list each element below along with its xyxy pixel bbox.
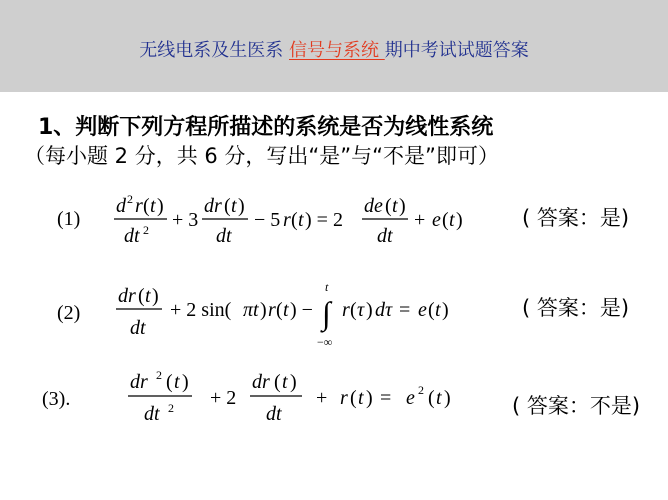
svg-text:t: t <box>231 195 237 217</box>
svg-text:dt: dt <box>130 317 146 339</box>
svg-text:): ) <box>366 387 373 409</box>
svg-text:+: + <box>316 387 328 409</box>
svg-text:(: ( <box>143 195 150 217</box>
svg-text:dr: dr <box>204 195 222 217</box>
item-3-label: (3). <box>42 388 71 410</box>
svg-text:): ) <box>366 299 373 321</box>
svg-text:∫: ∫ <box>322 295 331 331</box>
svg-text:): ) <box>260 299 267 321</box>
svg-text:=: = <box>399 299 411 321</box>
svg-text:2: 2 <box>143 223 149 237</box>
svg-text:(: ( <box>350 299 357 321</box>
svg-text:r: r <box>342 299 350 321</box>
equation-1 <box>110 190 470 250</box>
header-bar <box>0 0 668 92</box>
svg-text:t: t <box>298 209 304 231</box>
svg-text:=: = <box>380 387 392 409</box>
svg-text:τ: τ <box>357 299 365 321</box>
question-title: 1、判断下列方程所描述的系统是否为线性系统 <box>38 115 494 140</box>
page-title <box>0 36 668 62</box>
svg-text:(: ( <box>274 371 281 393</box>
svg-text:d: d <box>116 195 126 217</box>
item-1-label: (1) <box>57 208 81 230</box>
svg-text:): ) <box>152 285 159 307</box>
svg-text:dr: dr <box>118 285 136 307</box>
svg-text:(: ( <box>428 387 435 409</box>
svg-text:+ 2: + 2 <box>210 387 237 409</box>
svg-text:t: t <box>174 371 180 393</box>
svg-text:2: 2 <box>127 192 133 206</box>
svg-text:(: ( <box>385 195 392 217</box>
svg-text:t: t <box>435 299 441 321</box>
svg-text:− 5: − 5 <box>254 209 281 231</box>
equation-2 <box>110 278 480 350</box>
svg-text:e: e <box>406 387 415 409</box>
svg-text:(: ( <box>276 299 283 321</box>
svg-text:2: 2 <box>168 401 174 415</box>
svg-text:): ) <box>399 195 406 217</box>
svg-text:dt: dt <box>377 225 393 247</box>
svg-text:): ) <box>290 371 297 393</box>
svg-text:dr: dr <box>130 371 148 393</box>
svg-text:t: t <box>150 195 156 217</box>
svg-text:(: ( <box>166 371 173 393</box>
svg-text:e: e <box>418 299 427 321</box>
svg-text:+: + <box>414 209 426 231</box>
item-2-label: (2) <box>57 302 81 324</box>
svg-text:dr: dr <box>252 371 270 393</box>
svg-text:) = 2: ) = 2 <box>305 209 343 231</box>
svg-text:): ) <box>157 195 164 217</box>
svg-text:t: t <box>392 195 398 217</box>
svg-text:(: ( <box>442 209 449 231</box>
svg-text:): ) <box>444 387 451 409</box>
item-3-answer: ( 答案：不是) <box>512 394 641 418</box>
title-suffix: 期中考试试题答案 <box>384 40 529 61</box>
svg-text:r: r <box>340 387 348 409</box>
svg-text:t: t <box>325 280 329 294</box>
svg-text:r: r <box>283 209 291 231</box>
svg-text:): ) <box>456 209 463 231</box>
svg-text:) −: ) − <box>290 299 313 321</box>
title-course-link[interactable]: 信号与系统 <box>289 40 385 61</box>
svg-text:(: ( <box>350 387 357 409</box>
svg-text:dτ: dτ <box>375 299 393 321</box>
svg-text:r: r <box>268 299 276 321</box>
svg-text:): ) <box>238 195 245 217</box>
svg-text:2: 2 <box>418 383 424 397</box>
svg-text:(: ( <box>291 209 298 231</box>
item-1-answer: ( 答案：是) <box>522 206 630 230</box>
svg-text:πt: πt <box>243 299 259 321</box>
svg-text:(: ( <box>224 195 231 217</box>
svg-text:de: de <box>364 195 383 217</box>
item-2-answer: ( 答案：是) <box>522 296 630 320</box>
svg-text:t: t <box>449 209 455 231</box>
svg-text:(: ( <box>428 299 435 321</box>
svg-text:r: r <box>135 195 143 217</box>
title-prefix: 无线电系及生医系 <box>139 40 289 61</box>
svg-text:t: t <box>283 299 289 321</box>
svg-text:dt: dt <box>144 403 160 425</box>
svg-text:): ) <box>442 299 449 321</box>
equation-3 <box>124 366 484 430</box>
svg-text:t: t <box>145 285 151 307</box>
svg-text:(: ( <box>138 285 145 307</box>
svg-text:t: t <box>436 387 442 409</box>
svg-text:): ) <box>182 371 189 393</box>
svg-text:+ 2 sin(: + 2 sin( <box>170 299 232 321</box>
svg-text:−∞: −∞ <box>317 335 333 349</box>
svg-text:+ 3: + 3 <box>172 209 199 231</box>
svg-text:dt: dt <box>216 225 232 247</box>
svg-text:dt: dt <box>266 403 282 425</box>
svg-text:t: t <box>358 387 364 409</box>
question-instructions: （每小题 2 分，共 6 分，写出“是”与“不是”即可） <box>24 144 499 168</box>
svg-text:2: 2 <box>156 368 162 382</box>
svg-text:t: t <box>282 371 288 393</box>
svg-text:dt: dt <box>124 225 140 247</box>
svg-text:e: e <box>432 209 441 231</box>
